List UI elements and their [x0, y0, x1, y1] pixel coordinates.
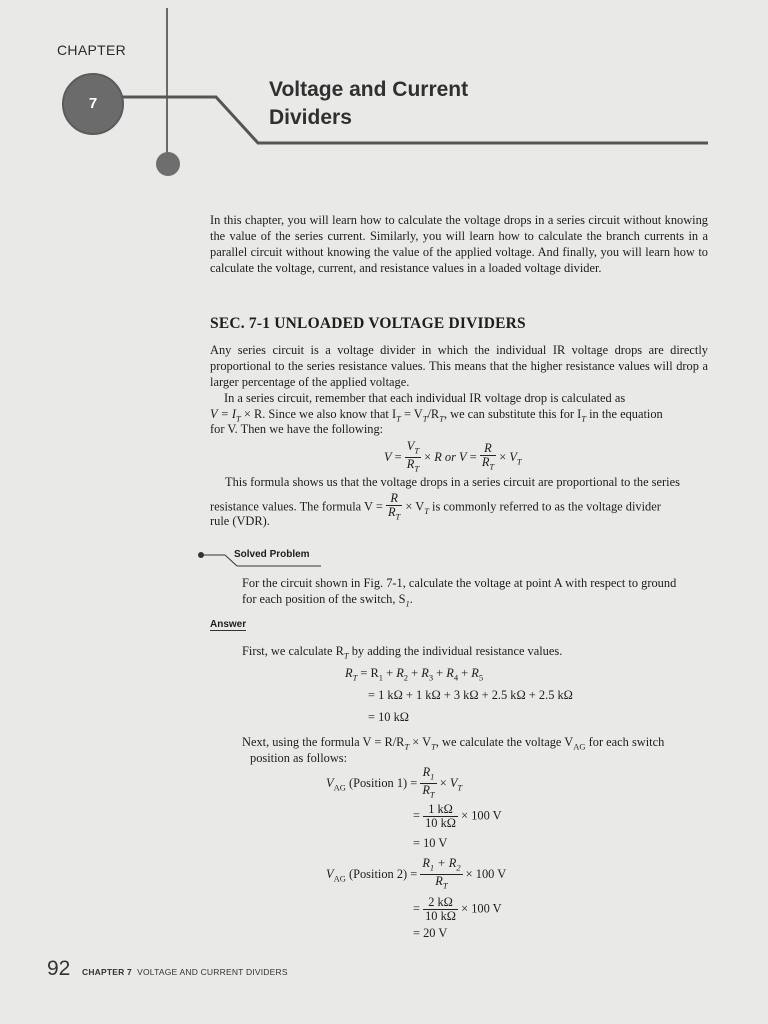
- chapter-number-badge: 7: [62, 73, 124, 135]
- vag-position2-equation: $V_{AG}$ (Position 2) = $\frac{R_1 + R_2}{R_T}$ × 100 V: [326, 856, 507, 891]
- chapter-title: [269, 76, 468, 132]
- section-paragraph-3-line1: This formula shows us that the voltage drops in a series circuit are proportional to the series: [225, 475, 680, 489]
- footer-title: VOLTAGE AND CURRENT DIVIDERS: [137, 967, 288, 977]
- answer-line-2: Next, using the formula $V = R/R_T \times V_T$, we calculate the voltage $V_{AG}$ for each switch: [242, 735, 665, 752]
- rt-result: = 10 kΩ: [368, 710, 409, 724]
- section-paragraph-2-line2: $V = I_T \times R$. Since we also know that $I_T = V_T/R_T$, we can substitute this for $I_T$ in the equation: [210, 407, 663, 424]
- section-paragraph-2-line3: for V. Then we have the following:: [210, 422, 384, 436]
- running-footer: [82, 967, 288, 977]
- answer-line-2b: position as follows:: [250, 751, 348, 765]
- page-number: 92: [47, 957, 71, 980]
- vag-position1-substitution: = $\frac{1 k\Omega}{10 k\Omega}$ × 100 V: [413, 802, 502, 830]
- solved-problem-label: Solved Problem: [234, 549, 310, 560]
- section-paragraph-3-line3: rule (VDR).: [210, 514, 270, 528]
- section-paragraph-2: In a series circuit, remember that each individual IR voltage drop is calculated as: [224, 391, 626, 405]
- chapter-title-line2: Dividers: [269, 106, 352, 129]
- footer-chapter: CHAPTER 7: [82, 967, 132, 977]
- chapter-title-line1: Voltage and Current: [269, 78, 469, 101]
- answer-label: Answer: [210, 619, 247, 630]
- rt-values-equation: = 1 kΩ + 1 kΩ + 3 kΩ + 2.5 kΩ + 2.5 kΩ: [368, 688, 573, 702]
- solved-problem-statement: For the circuit shown in Fig. 7-1, calculate the voltage at point A with respect to ground for each position of the switch, $S_1$.: [242, 576, 677, 609]
- vag-position1-equation: $V_{AG}$ (Position 1) = $\frac{R_1}{R_T}$ × $V_T$: [326, 765, 463, 800]
- vag-position2-result: = 20 V: [413, 926, 448, 940]
- vag-position2-substitution: = $\frac{2 k\Omega}{10 k\Omega}$ × 100 V: [413, 895, 502, 923]
- answer-line-1: First, we calculate $R_T$ by adding the individual resistance values.: [242, 644, 563, 661]
- section-paragraph-3-line2: resistance values. The formula V = $\frac{R}{R_T}$ × $V_T$ is commonly referred to as the voltage divider: [210, 491, 661, 522]
- section-paragraph-1: Any series circuit is a voltage divider in which the individual IR voltage drops are directly proportional to the series resistance values. This means that the higher resistance values will drop a larger percentage of the applied voltage.: [210, 343, 708, 389]
- chapter-label: CHAPTER: [57, 42, 126, 58]
- vag-position1-result: = 10 V: [413, 836, 448, 850]
- section-heading: SEC. 7-1 UNLOADED VOLTAGE DIVIDERS: [210, 315, 526, 332]
- intro-paragraph: In this chapter, you will learn how to calculate the voltage drops in a series circuit without knowing the value of the series current. Similarly, you will learn how to calculate the branch currents in a parallel circuit without knowing the value of the applied voltage. And finally, you will learn how to calculate the voltage, current, and resistance values in a loaded voltage divider.: [210, 213, 708, 275]
- rt-sum-equation: $R_T = R_1 + R_2 + R_3 + R_4 + R_5$: [345, 666, 484, 683]
- vdr-equation: V = $\frac{V_T}{R_T}$ × R or V = $\frac{R}{R_T}$ × $V_T$: [384, 439, 522, 474]
